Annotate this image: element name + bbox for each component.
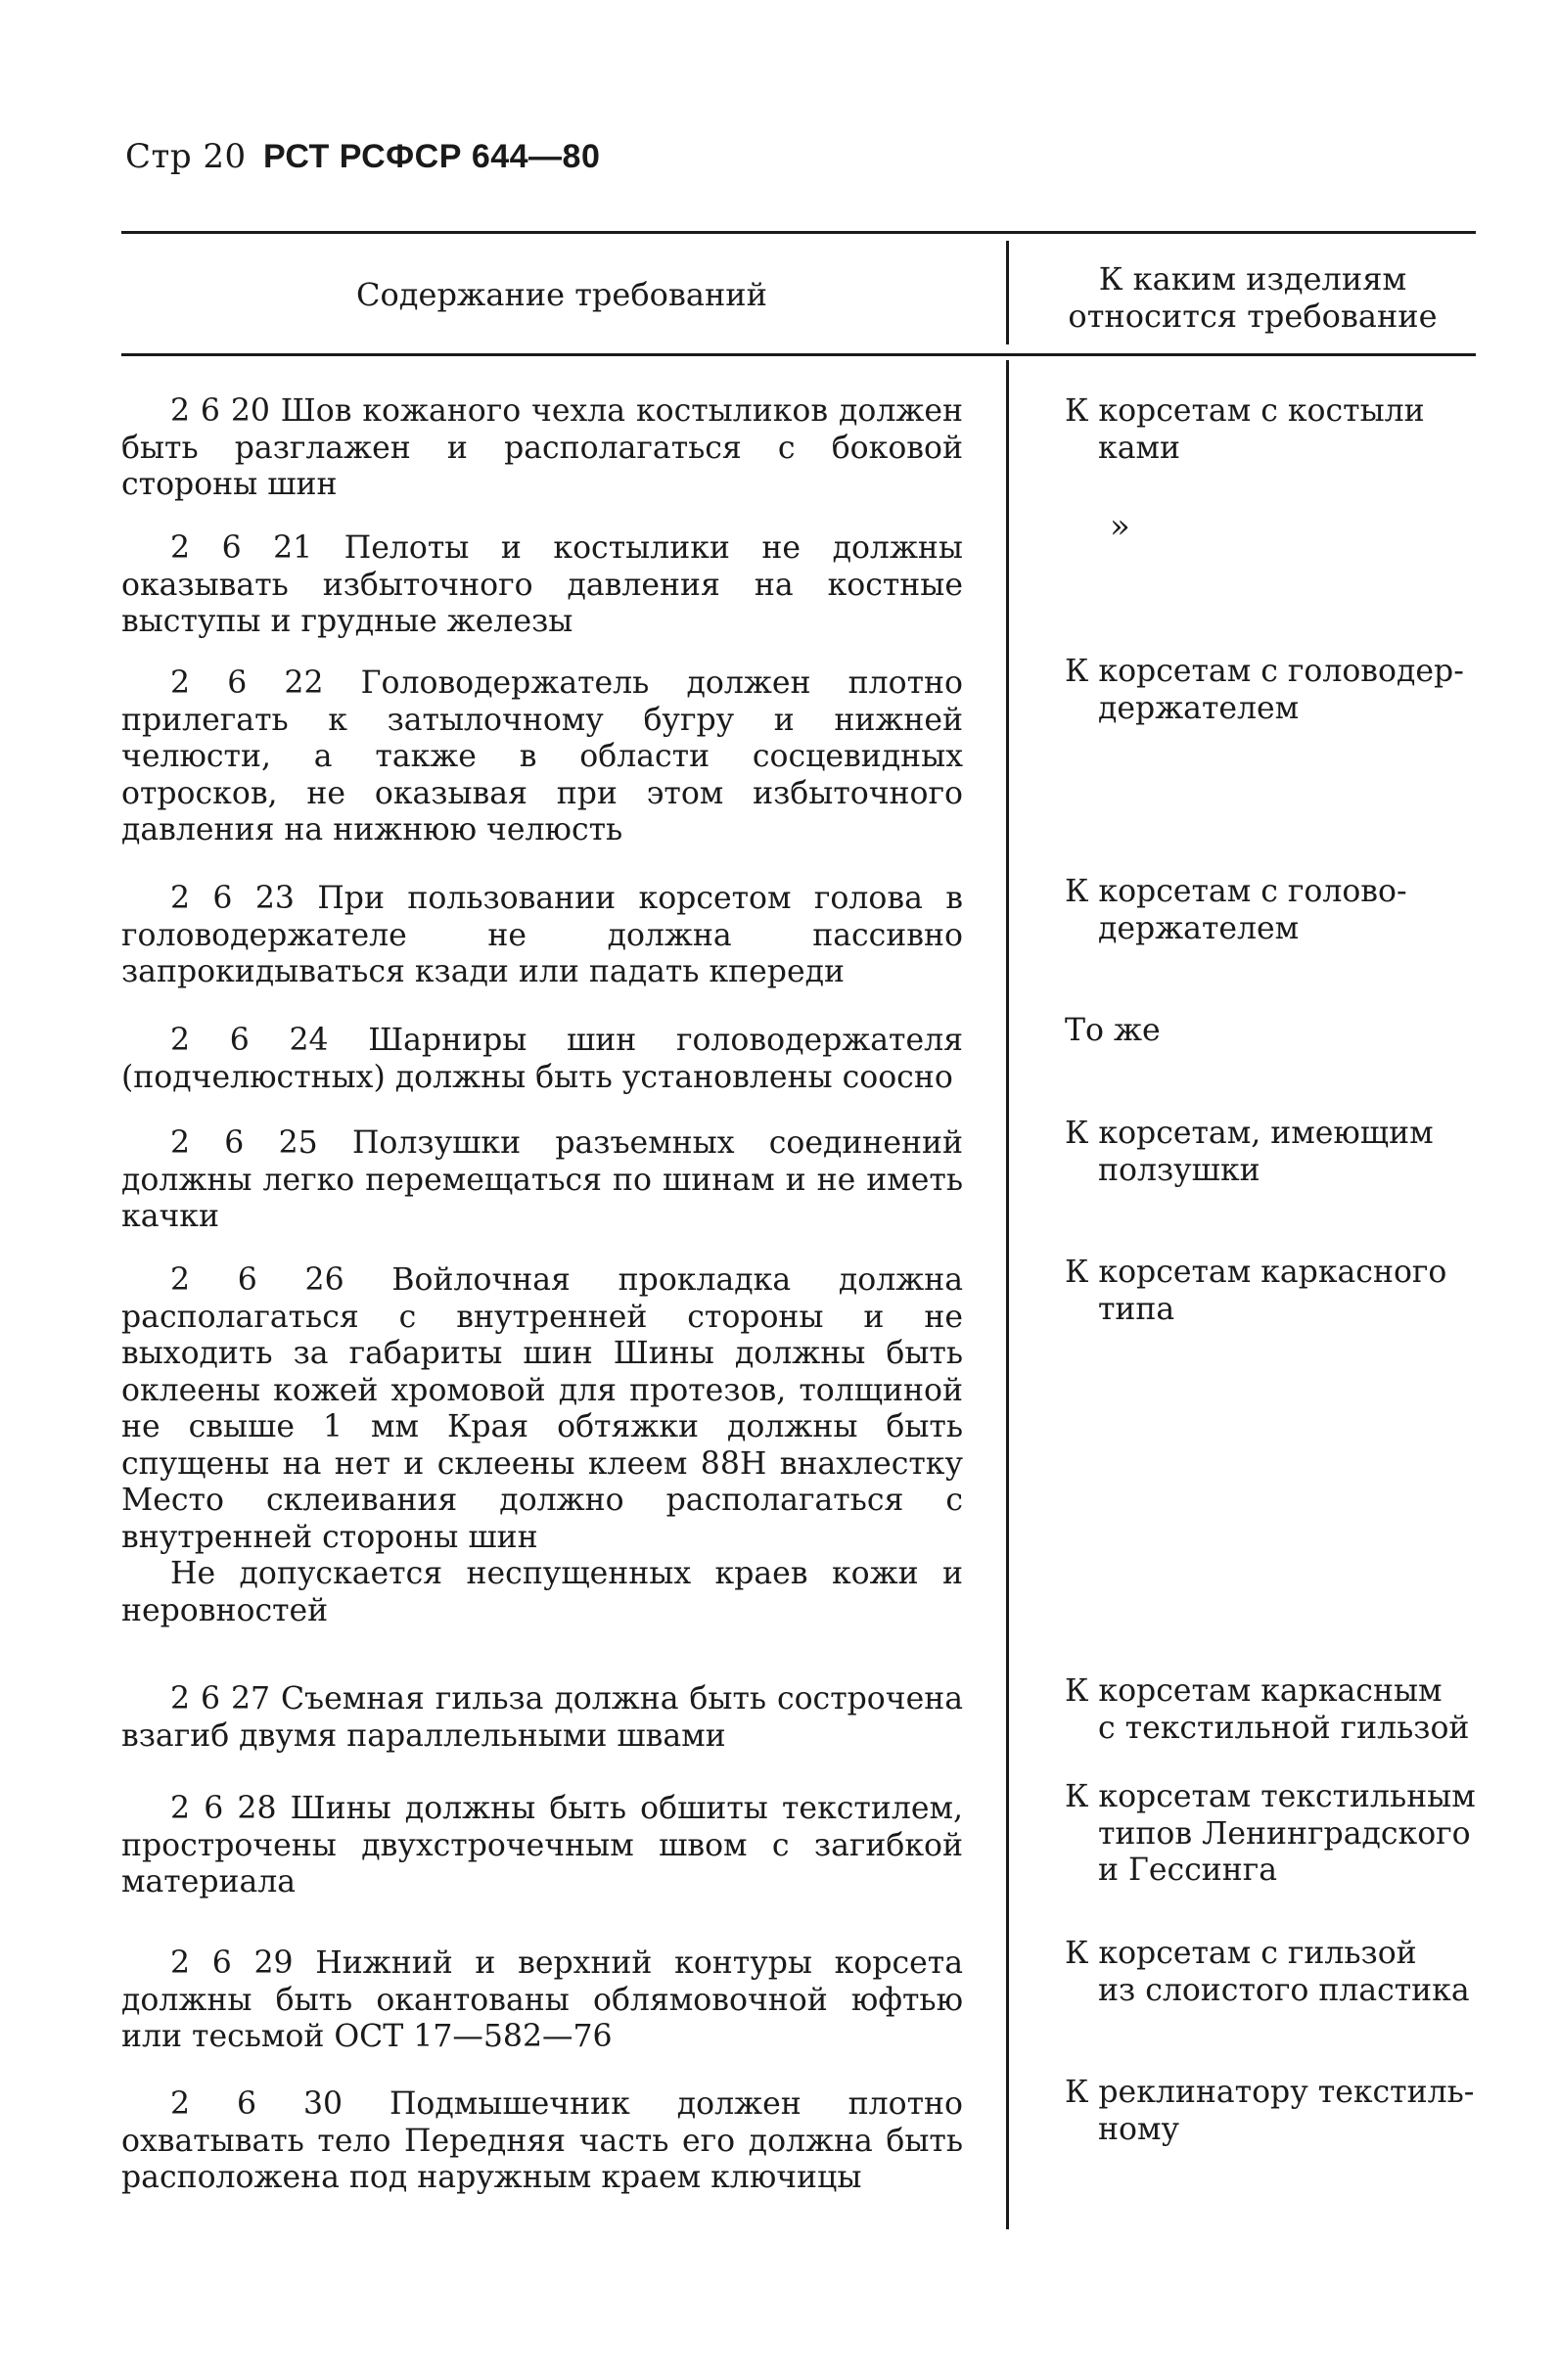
requirement-text: 2 6 28 Шины должны быть обшиты текстилем, прострочены двухстрочечным швом с загибкой материала	[121, 1791, 963, 1899]
column-header-applies-line2: относится требование	[1068, 298, 1438, 335]
applies-line: К корсетам с голово-	[1065, 874, 1407, 909]
requirement-2624	[121, 1023, 963, 1096]
applies-line: ками	[1098, 430, 1180, 466]
requirement-text: 2 6 29 Нижний и верхний контуры корсета должны быть окантованы облямовочной юфтью или тесьмой ОСТ 17—582—76	[121, 1945, 963, 2054]
body-column-divider	[1006, 360, 1009, 2229]
applies-line: с текстильной гильзой	[1098, 1710, 1470, 1746]
applies-line: типов Ленинградского	[1098, 1815, 1471, 1852]
requirement-text: 2 6 21 Пелоты и костылики не должны оказывать избыточного давления на костные выступы и грудные железы	[121, 530, 963, 639]
applies-line: К корсетам текстильным	[1065, 1779, 1476, 1814]
requirement-2625	[121, 1125, 963, 1236]
page-header	[125, 137, 600, 176]
standard-code: РСТ РСФСР 644—80	[262, 138, 601, 175]
applies-2627	[1065, 1673, 1486, 1747]
applies-line: держателем	[1098, 690, 1300, 726]
column-header-applies	[1018, 260, 1488, 335]
applies-line: типа	[1098, 1291, 1175, 1327]
applies-line: К корсетам каркасного	[1065, 1255, 1447, 1290]
applies-line: К корсетам с гильзой	[1065, 1936, 1417, 1971]
requirement-text: 2 6 26 Войлочная прокладка должна располагаться с внутренней стороны и не выходить за габариты шин Шины должны быть оклеены кожей хромовой для протезов, толщиной не свыше 1 мм Края обтяжки должны быть спущены на нет и склеены клеем 88Н внахлестку Место склеивания должно располагаться с внутренней стороны шин	[121, 1262, 963, 1555]
applies-line: и Гессинга	[1098, 1853, 1278, 1888]
requirement-2620	[121, 393, 963, 504]
requirement-2630	[121, 2086, 963, 2197]
requirement-text: 2 6 22 Головодержатель должен плотно прилегать к затылочному бугру и нижней челюсти, а также в области сосцевидных отросков, не оказывая при этом избыточного давления на нижнюю челюсть	[121, 665, 963, 847]
header-column-divider	[1006, 241, 1009, 344]
requirement-2629	[121, 1945, 963, 2056]
applies-line: держателем	[1098, 910, 1300, 946]
applies-line: К корсетам с головодер-	[1065, 654, 1464, 689]
applies-line: К корсетам каркасным	[1065, 1673, 1443, 1709]
requirement-2623	[121, 881, 963, 991]
applies-line: К корсетам с костыли	[1065, 393, 1425, 429]
requirement-2621	[121, 530, 963, 641]
requirement-text: 2 6 24 Шарниры шин головодержателя (подчелюстных) должны быть установлены соосно	[121, 1023, 963, 1095]
column-header-requirements: Содержание требований	[356, 276, 767, 313]
requirement-text: 2 6 25 Ползушки разъемных соединений должны легко перемещаться по шинам и не иметь качки	[121, 1125, 963, 1234]
applies-2625	[1065, 1116, 1486, 1189]
applies-2630	[1065, 2075, 1486, 2148]
applies-2624	[1065, 1013, 1486, 1050]
applies-2620	[1065, 393, 1486, 467]
applies-line: ному	[1098, 2111, 1179, 2147]
page-label: Стр 20	[125, 137, 247, 176]
applies-line: К корсетам, имеющим	[1065, 1116, 1434, 1151]
requirement-text: 2 6 20 Шов кожаного чехла костыликов должен быть разглажен и располагаться с боковой стороны шин	[121, 393, 963, 502]
requirement-text: 2 6 23 При пользовании корсетом голова в головодержателе не должна пассивно запрокидываться кзади или падать кпереди	[121, 881, 963, 989]
requirement-2622	[121, 665, 963, 849]
applies-2628	[1065, 1779, 1486, 1890]
table-header-rule	[121, 353, 1476, 356]
applies-2629	[1065, 1936, 1486, 2009]
requirement-text: 2 6 30 Подмышечник должен плотно охватывать тело Передняя часть его должна быть расположена под наружным краем ключицы	[121, 2086, 963, 2195]
applies-line: К реклинатору текстиль-	[1065, 2075, 1475, 2110]
applies-line: ползушки	[1098, 1152, 1260, 1188]
requirement-2627	[121, 1681, 963, 1755]
applies-line: То же	[1065, 1013, 1161, 1048]
applies-2623	[1065, 874, 1486, 947]
applies-2622	[1065, 654, 1486, 727]
applies-2626	[1065, 1255, 1486, 1328]
column-header-applies-line1: К каким изделиям	[1098, 260, 1407, 298]
applies-line: из слоистого пластика	[1098, 1972, 1470, 2008]
requirement-2626	[121, 1262, 963, 1629]
requirement-2628	[121, 1791, 963, 1901]
requirement-text: 2 6 27 Съемная гильза должна быть сострочена взагиб двумя параллельными швами	[121, 1681, 963, 1754]
ditto-mark: »	[1110, 507, 1130, 546]
table-top-rule	[121, 231, 1476, 234]
requirement-text-note: Не допускается неспущенных краев кожи и неровностей	[121, 1556, 963, 1628]
